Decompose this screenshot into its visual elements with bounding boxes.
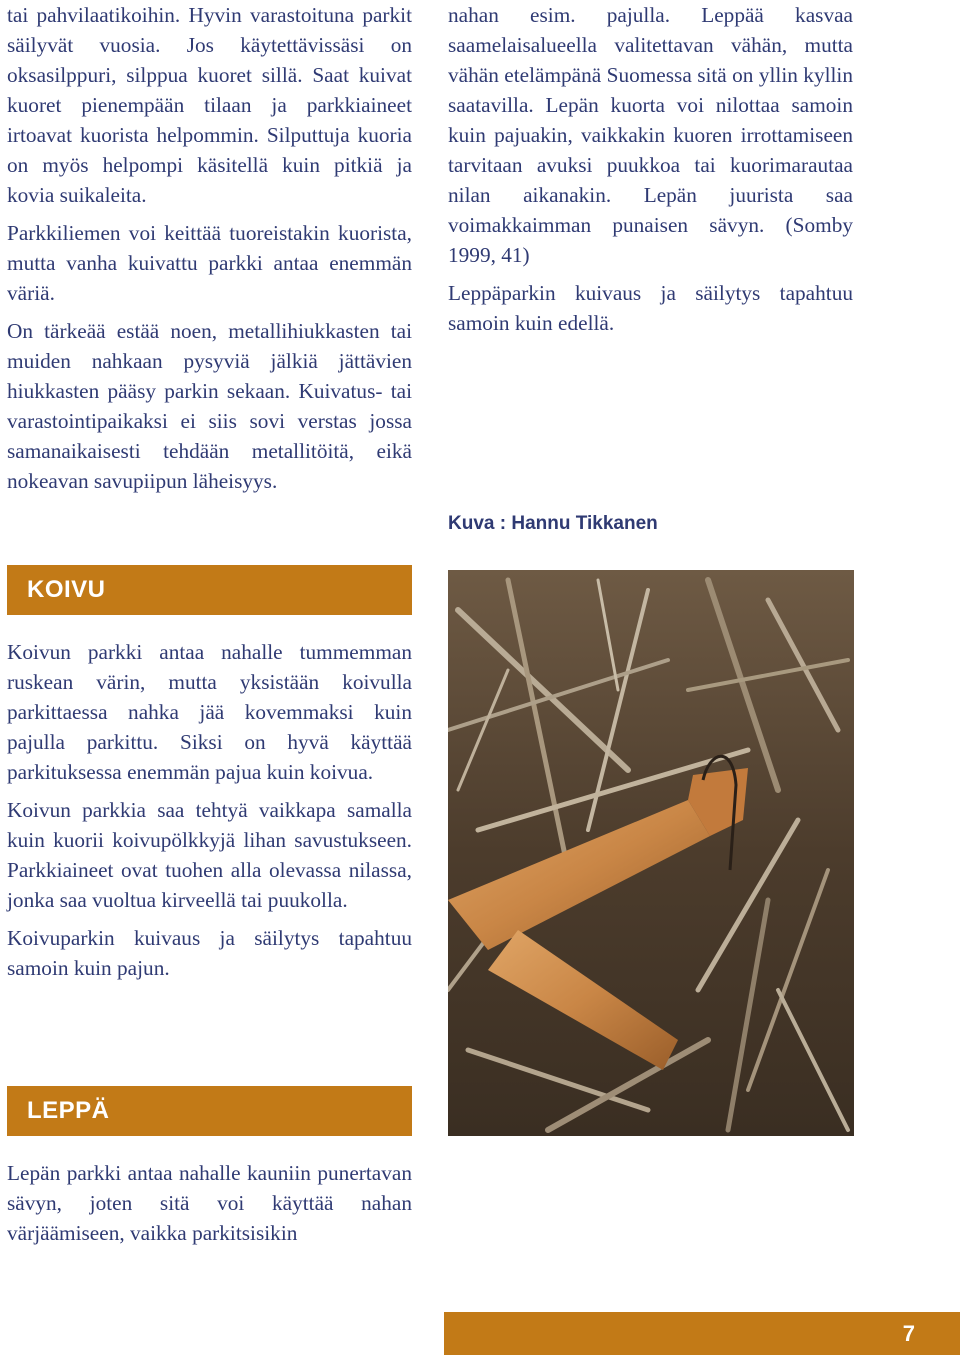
intro-paragraph-1: tai pahvilaatikoihin. Hyvin varastoituna parkit säilyvät vuosia. Jos käytettävissäsi on oksasilppuri, silppua kuoret sillä. Saat kuivat kuoret pienempään tilaan ja parkkiaineet irtoavat kuorista helpommin. Silputtuja kuoria on myös helpompi käsitellä kuin pitkiä ja kovia suikaleita. (7, 3, 412, 207)
leppa-section (7, 1158, 412, 1256)
right-paragraph-2: Leppäparkin kuivaus ja säilytys tapahtuu samoin kuin edellä. (448, 281, 853, 335)
intro-paragraph-2: Parkkiliemen voi keittää tuoreistakin kuorista, mutta vanha kuivattu parkki antaa enemmän väriä. (7, 221, 412, 305)
photo-credit: Kuva : Hannu Tikkanen (448, 513, 658, 534)
right-column (448, 0, 853, 346)
leppa-paragraph-1: Lepän parkki antaa nahalle kauniin punertavan sävyn, joten sitä voi käyttää nahan värjäämiseen, vaikka parkitsisikin (7, 1161, 412, 1245)
page-number: 7 (902, 1321, 915, 1346)
leppa-heading: LEPPÄ (27, 1097, 110, 1124)
koivu-paragraph-2: Koivun parkkia saa tehtyä vaikkapa samalla kuin kuorii koivupölkkyjä lihan savustukseen. Parkkiaineet ovat tuohen alla olevassa nilassa, jonka saa vuoltua kirveellä tai puukolla. (7, 798, 412, 912)
right-paragraph-1: nahan esim. pajulla. Leppää kasvaa saamelaisalueella valitettavan vähän, mutta vähän etelämpänä Suomessa sitä on yllin kyllin saatavilla. Lepän kuorta voi nilottaa samoin kuin pajuakin, vaikkakin kuoren irrottamiseen tarvitaan avuksi puukkoa tai kuorimarautaa nilan aikanakin. Lepän juurista saa voimakkaimman punaisen sävyn. (Somby 1999, 41) (448, 3, 853, 267)
leppa-heading-bar (7, 1086, 412, 1136)
koivu-heading: KOIVU (27, 576, 106, 603)
bark-photo-illustration (448, 570, 854, 1136)
koivu-section (7, 637, 412, 991)
intro-paragraph-3: On tärkeää estää noen, metallihiukkasten tai muiden nahkaan pysyviä jälkiä jättävien hiukkasten pääsy parkin sekaan. Kuivatus- tai varastointipaikaksi ei siis sovi verstas jossa samanaikaisesti tehdään metallitöitä, eikä nokeavan savupiipun läheisyys. (7, 319, 412, 493)
koivu-paragraph-3: Koivuparkin kuivaus ja säilytys tapahtuu samoin kuin pajun. (7, 926, 412, 980)
footer-bar (444, 1312, 960, 1355)
koivu-paragraph-1: Koivun parkki antaa nahalle tummemman ruskean värin, mutta yksistään koivulla parkittaessa nahka jää kovemmaksi kuin pajulla parkittu. Siksi on hyvä käyttää parkituksessa enemmän pajua kuin koivua. (7, 640, 412, 784)
bark-photo (448, 570, 854, 1136)
koivu-heading-bar (7, 565, 412, 615)
left-column (7, 0, 412, 504)
